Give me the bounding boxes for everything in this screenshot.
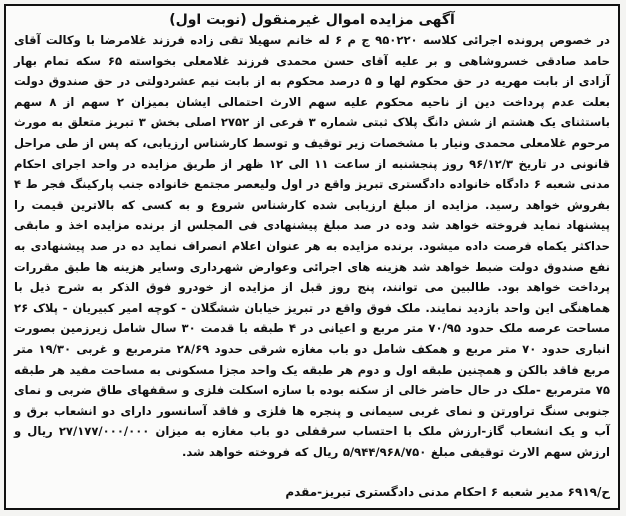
notice-body: در خصوص پرونده اجرائی کلاسه ۹۵۰۲۲۰ ج م ۶ له خانم سهیلا تقی زاده فرزند غلامرضا با وکالت آقای حامد صادقی خسروشاهی و بر علیه آقای حسن محمدی فرزند غلامعلی بخواسته ۶۵ سکه تمام بهار آزادی از بابت مهریه در حق محکوم لها و ۵ درصد محکوم به از بابت نیم عشردولتی در حق صندوق دولت بعلت عدم پرداخت دین از ناحیه محکوم علیه سهم الارث احتمالی ایشان بمیزان ۲ سهم از ۸ سهم باستثنای یک هشتم از شش دانگ پلاک ثبتی شماره ۳ فرعی از ۲۷۵۲ اصلی بخش ۳ تبریز متعلق به مورث مرحوم غلامعلی محمدی ونیار با مشخصات زیر توقیف و توسط کارشناس ارزیابی، که پس از طی مراحل قانونی در تاریخ ۹۶/۱۲/۳ روز پنجشنبه از ساعت ۱۱ الی ۱۲ ظهر از طریق مزایده در واحد اجرای احکام مدنی شعبه ۶ دادگاه خانواده دادگستری تبریز واقع در اول ولیعصر مجتمع خانواده جنب پارکینگ فجر ط ۴ بفروش خواهد رسید. مزایده از مبلغ ارزیابی شده کارشناس شروع و به کسی که بالاترین قیمت را پیشنهاد نماید فروخته خواهد شد وده در صد مبلغ پیشنهادی فی المجلس از برنده مزایده اخذ و مابقی حداکثر یکماه فرصت داده میشود. برنده مزایده به هر عنوان اعلام انصراف نماید ده در صد پیشنهادی به نفع صندوق دولت ضبط خواهد شد هزینه های اجرائی وعوارض شهرداری وسایر هزینه ها طبق مقررات پرداخت خواهد بود. طالبین می توانند، پنج روز قبل از مزایده از خودرو فوق الذکر به شرح ذیل با هماهنگی این واحد بازدید نمایند. ملک فوق واقع در تبریز خیابان ششگلان - کوچه امیر کبیریان - پلاک ۲۶ مساحت عرصه ملک حدود ۷۰/۹۵ متر مربع و اعیانی در ۴ طبقه با قدمت ۳۰ سال شامل زیرزمین بصورت انباری حدود ۷۰ متر مربع و همکف شامل دو باب مغازه شرقی حدود ۲۸/۶۹ مترمربع و غربی ۱۹/۳۰ متر مربع فاقد بالکن و همچنین طبقه اول و دوم هر طبقه یک واحد مجزا مسکونی به مساحت مفید هر طبقه ۷۵ مترمربع -ملک در حال حاضر خالی از سکنه بوده با سازه اسکلت فلزی و سقفهای طاق ضربی و نمای جنوبی سنگ تراورتن و نمای غربی سیمانی و پنجره ها فلزی و فاقد آسانسور دارای دو انشعاب برق و آب و یک انشعاب گاز-ارزش ملک با احتساب سرقفلی دو باب مغازه به میزان ۲۷/۱۷۷/۰۰۰/۰۰۰ ریال و ارزش سهم الارث توقیفی مبلغ ۵/۹۴۴/۹۶۸/۷۵۰ ریال که فروخته خواهد شد. (14, 33, 611, 459)
notice-title: آگهی مزایده اموال غیرمنقول (نوبت اول) (169, 12, 455, 28)
notice-signature: ح/۶۹۱۹ مدیر شعبه ۶ احکام مدنی دادگستری تبریز-مقدم (285, 485, 610, 499)
auction-notice (4, 4, 620, 510)
